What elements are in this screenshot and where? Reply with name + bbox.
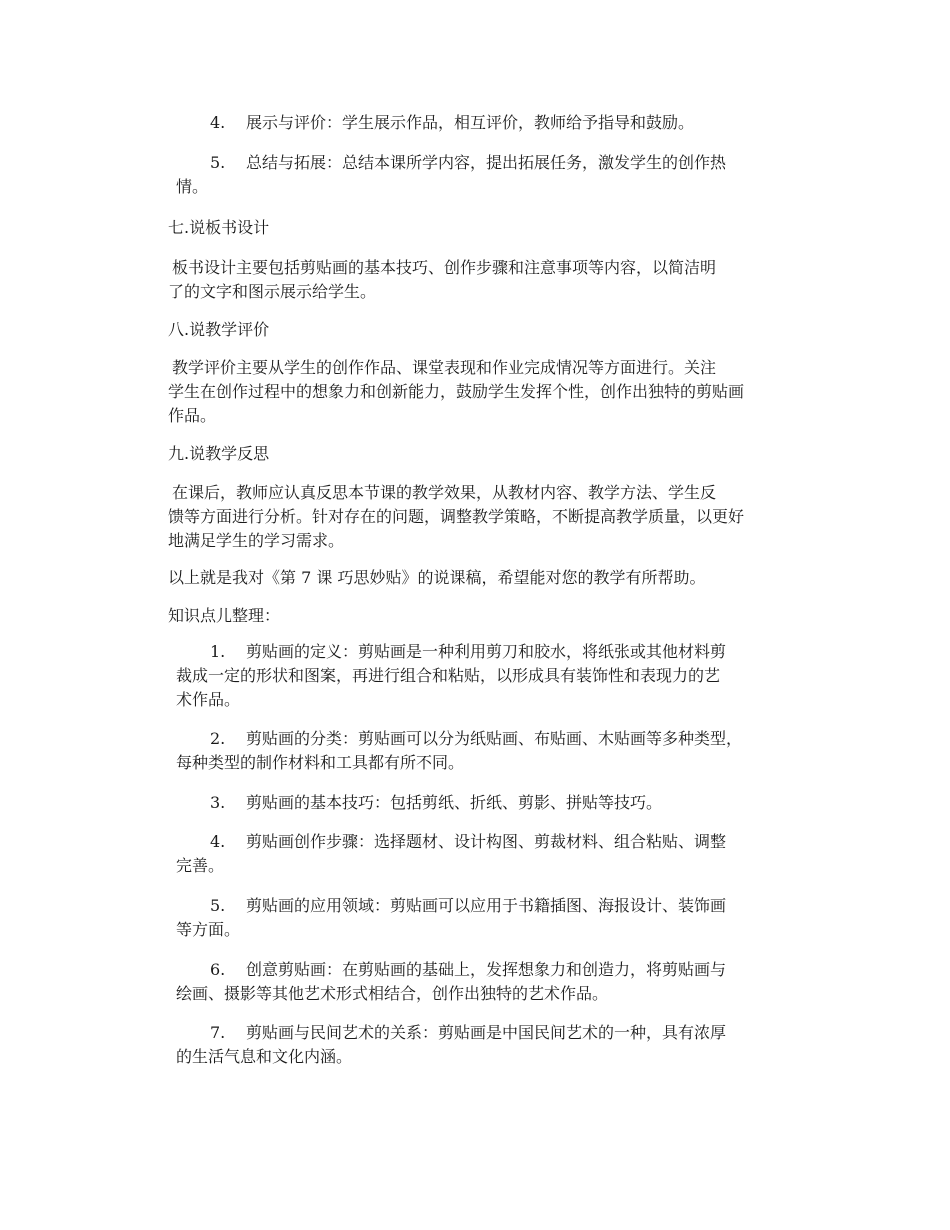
paragraph bbox=[168, 356, 808, 428]
list-text-continued: 裁成一定的形状和图案，再进行组合和粘贴，以形成具有装饰性和表现力的艺 bbox=[176, 666, 721, 685]
list-number: 1. bbox=[210, 642, 226, 661]
list-item bbox=[168, 151, 808, 199]
list-number: 3. bbox=[210, 793, 226, 812]
list-text-continued: 的生活气息和文化内涵。 bbox=[176, 1047, 353, 1066]
list-text: 剪贴画的基本技巧：包括剪纸、折纸、剪影、拼贴等技巧。 bbox=[246, 793, 663, 812]
paragraph-line: 学生在创作过程中的想象力和创新能力，鼓励学生发挥个性，创作出独特的剪贴画 bbox=[168, 382, 745, 401]
knowledge-item bbox=[168, 791, 808, 815]
knowledge-item bbox=[168, 894, 808, 942]
list-number: 5. bbox=[210, 153, 226, 172]
list-item bbox=[168, 111, 808, 135]
knowledge-item bbox=[168, 640, 808, 712]
section-heading: 七.说板书设计 bbox=[168, 218, 270, 237]
knowledge-item bbox=[168, 958, 808, 1006]
list-text: 剪贴画的分类：剪贴画可以分为纸贴画、布贴画、木贴画等多种类型， bbox=[246, 729, 743, 748]
list-text-continued: 绘画、摄影等其他艺术形式相结合，创作出独特的艺术作品。 bbox=[176, 984, 609, 1003]
list-number: 6. bbox=[210, 960, 226, 979]
section-heading: 九.说教学反思 bbox=[168, 444, 270, 463]
knowledge-heading: 知识点儿整理： bbox=[168, 606, 281, 625]
list-text-continued: 等方面。 bbox=[176, 920, 241, 939]
list-number: 4. bbox=[210, 113, 226, 132]
list-number: 4. bbox=[210, 832, 226, 851]
list-text: 剪贴画的应用领域：剪贴画可以应用于书籍插图、海报设计、装饰画 bbox=[246, 896, 727, 915]
paragraph-line: 地满足学生的学习需求。 bbox=[168, 531, 345, 550]
paragraph-line: 馈等方面进行分析。针对存在的问题，调整教学策略，不断提高教学质量，以更好 bbox=[168, 507, 745, 526]
paragraph bbox=[168, 256, 808, 304]
paragraph-line: 板书设计主要包括剪贴画的基本技巧、创作步骤和注意事项等内容，以简洁明 bbox=[172, 258, 717, 277]
list-text-continued: 每种类型的制作材料和工具都有所不同。 bbox=[176, 753, 465, 772]
section-heading: 八.说教学评价 bbox=[168, 320, 270, 339]
list-text-continued: 情。 bbox=[176, 177, 209, 196]
list-text: 创意剪贴画：在剪贴画的基础上，发挥想象力和创造力，将剪贴画与 bbox=[246, 960, 727, 979]
list-number: 2. bbox=[210, 729, 226, 748]
list-text: 剪贴画的定义：剪贴画是一种利用剪刀和胶水，将纸张或其他材料剪 bbox=[246, 642, 727, 661]
list-text: 展示与评价：学生展示作品，相互评价，教师给予指导和鼓励。 bbox=[246, 113, 695, 132]
knowledge-item bbox=[168, 727, 808, 775]
list-text-continued: 完善。 bbox=[176, 856, 225, 875]
list-text: 剪贴画与民间艺术的关系：剪贴画是中国民间艺术的一种，具有浓厚 bbox=[246, 1023, 727, 1042]
closing-sentence: 以上就是我对《第 7 课 巧思妙贴》的说课稿，希望能对您的教学有所帮助。 bbox=[168, 568, 706, 587]
list-text-continued: 术作品。 bbox=[176, 690, 241, 709]
knowledge-item bbox=[168, 1021, 808, 1069]
list-number: 7. bbox=[210, 1023, 226, 1042]
paragraph-line: 作品。 bbox=[168, 406, 217, 425]
knowledge-item bbox=[168, 830, 808, 878]
paragraph bbox=[168, 481, 808, 553]
paragraph-line: 在课后，教师应认真反思本节课的教学效果，从教材内容、教学方法、学生反 bbox=[172, 483, 717, 502]
list-number: 5. bbox=[210, 896, 226, 915]
list-text: 剪贴画创作步骤：选择题材、设计构图、剪裁材料、组合粘贴、调整 bbox=[246, 832, 727, 851]
paragraph-line: 了的文字和图示展示给学生。 bbox=[168, 282, 377, 301]
list-text: 总结与拓展：总结本课所学内容，提出拓展任务，激发学生的创作热 bbox=[246, 153, 727, 172]
paragraph-line: 教学评价主要从学生的创作作品、课堂表现和作业完成情况等方面进行。关注 bbox=[172, 358, 717, 377]
